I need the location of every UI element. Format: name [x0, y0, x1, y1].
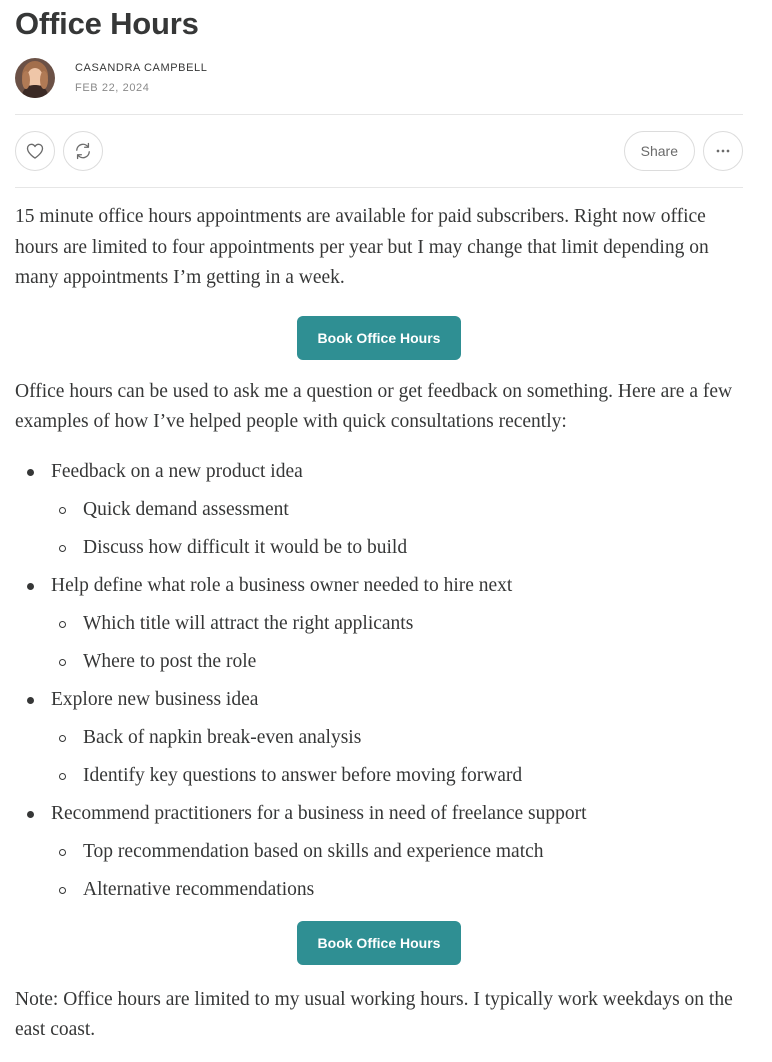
list-item-text: Recommend practitioners for a business in need of freelance support: [51, 802, 587, 824]
list-item: [15, 685, 743, 791]
sub-list: [51, 723, 743, 791]
heart-icon: [25, 141, 45, 161]
sub-list-item: Where to post the role: [51, 647, 743, 677]
sub-list: [51, 495, 743, 563]
more-options-button[interactable]: [703, 131, 743, 171]
restack-icon: [73, 141, 93, 161]
cta-wrap: [15, 316, 743, 360]
avatar[interactable]: [15, 58, 55, 98]
post-container: [15, 0, 743, 1046]
cta-wrap: [15, 921, 743, 965]
list-item-text: Feedback on a new product idea: [51, 460, 303, 482]
list-item-text: Explore new business idea: [51, 688, 259, 710]
list-item: [15, 799, 743, 905]
sub-list-item: Identify key questions to answer before moving forward: [51, 761, 743, 791]
post-date: FEB 22, 2024: [75, 82, 150, 94]
author-name[interactable]: CASANDRA CAMPBELL: [75, 62, 208, 74]
sub-list-item: Which title will attract the right applicants: [51, 609, 743, 639]
post-title: Office Hours: [15, 6, 199, 41]
avatar-photo-icon: [15, 58, 55, 98]
list-item-text: Help define what role a business owner needed to hire next: [51, 574, 513, 596]
list-item: [15, 457, 743, 563]
list-item: [15, 571, 743, 677]
intro-paragraph: 15 minute office hours appointments are available for paid subscribers. Right now office hours are limited to four appointments per year but I may change that limit depending on many appointments I’m getting in a week.: [15, 206, 709, 288]
book-office-hours-button[interactable]: Book Office Hours: [297, 316, 462, 360]
ellipsis-icon: [713, 141, 733, 161]
byline: [15, 57, 743, 99]
byline-text: [75, 61, 207, 95]
examples-list: [15, 457, 743, 905]
sub-list-item: Top recommendation based on skills and experience match: [51, 837, 743, 867]
divider: [15, 187, 743, 188]
examples-intro-paragraph: Office hours can be used to ask me a question or get feedback on something. Here are a few examples of how I’ve helped people with quick consultations recently:: [15, 380, 733, 432]
like-button[interactable]: [15, 131, 55, 171]
share-button[interactable]: Share: [624, 131, 695, 171]
sub-list-item: Alternative recommendations: [51, 875, 743, 905]
sub-list: [51, 609, 743, 677]
sub-list-item: Quick demand assessment: [51, 495, 743, 525]
sub-list-item: Back of napkin break-even analysis: [51, 723, 743, 753]
sub-list-item: Discuss how difficult it would be to build: [51, 533, 743, 563]
sub-list: [51, 837, 743, 905]
book-office-hours-button[interactable]: Book Office Hours: [297, 921, 462, 965]
divider: [15, 114, 743, 115]
restack-button[interactable]: [63, 131, 103, 171]
note-paragraph: Note: Office hours are limited to my usual working hours. I typically work weekdays on the east coast.: [15, 988, 733, 1040]
post-actions: [15, 131, 743, 171]
